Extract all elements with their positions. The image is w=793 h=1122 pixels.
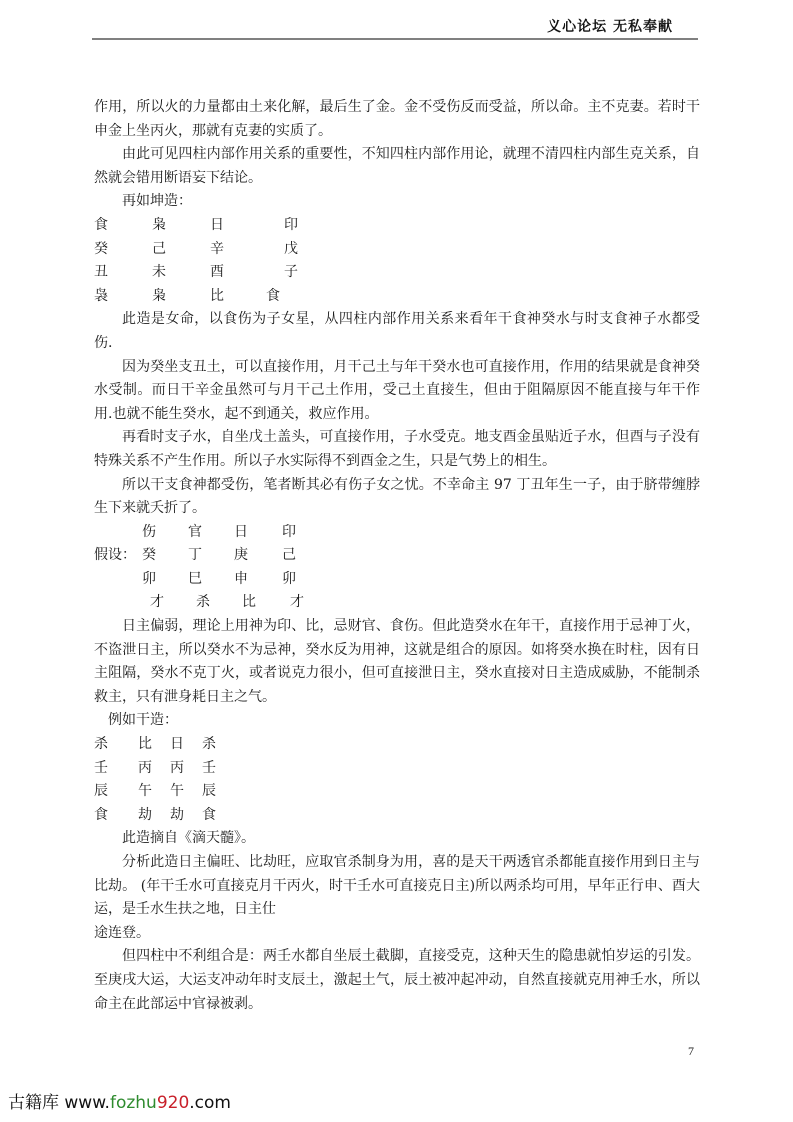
chart-row (94, 285, 700, 309)
paragraph: 此造摘自《滴天髓》。 (122, 830, 255, 847)
paragraph: 分析此造日主偏旺、比劫旺，应取官杀制身为用，喜的是天干两透官杀都能直接作用到日主与比劫。 (年干壬水可直接克月干丙火，时干壬水可直接克日主)所以两杀均可用，早年正行申、酉大运，是壬水生扶之地，日主仕 (94, 854, 700, 918)
chart-cell: 食 (202, 806, 216, 823)
page-number: 7 (688, 1044, 694, 1058)
chart-cell: 杀 (94, 736, 108, 753)
chart-cell: 杀 (202, 736, 216, 753)
watermark (8, 1088, 231, 1113)
chart-cell: 卯 (142, 570, 156, 587)
paragraph: 再看时支子水，自坐戊土盖头，可直接作用，子水受克。地支酉金虽贴近子水，但酉与子没有特殊关系不产生作用。所以子水实际得不到酉金之生，只是气势上的相生。 (94, 429, 700, 469)
chart-cell: 食 (94, 216, 108, 233)
chart-cell: 癸 (142, 547, 156, 564)
chart-cell: 比 (242, 594, 256, 611)
chart-cell: 壬 (94, 759, 108, 776)
paragraph: 因为癸坐支丑土，可以直接作用，月干己土与年干癸水也可直接作用，作用的结果就是食神癸水受制。而日干辛金虽然可与月干己土作用，受己土直接生，但由于阻隔原因不能直接与年干作用.也就不能生癸水，起不到通关，救应作用。 (94, 358, 700, 422)
chart-cell: 壬 (202, 759, 216, 776)
chart-row (94, 804, 700, 828)
chart-cell: 辰 (94, 783, 108, 800)
hypothesis-label: 假设： (94, 547, 136, 564)
paragraph: 所以干支食神都受伤，笔者断其必有伤子女之忧。不幸命主 97 丁丑年生一子，由于脐带缠脖生下来就夭折了。 (94, 476, 700, 517)
chart-cell: 己 (152, 240, 166, 257)
header-title: 义心论坛 无私奉献 (547, 19, 673, 35)
chart-cell: 食 (94, 806, 108, 823)
chart-row (94, 544, 700, 568)
chart-row (94, 238, 700, 262)
chart-row (94, 568, 700, 592)
chart-cell: 劫 (170, 806, 184, 823)
chart-row (94, 757, 700, 781)
chart-row (94, 591, 700, 615)
chart-cell: 官 (188, 523, 202, 540)
chart-cell: 申 (234, 570, 248, 587)
chart-cell: 丙 (170, 759, 184, 776)
chart-cell: 食 (266, 287, 280, 304)
chart-cell: 子 (284, 264, 298, 281)
paragraph: 作用，所以火的力量都由土来化解，最后生了金。金不受伤反而受益，所以命。主不克妻。若时干申金上坐丙火，那就有克妻的实质了。 (94, 99, 700, 139)
chart-cell: 伤 (142, 523, 156, 540)
document-body (94, 96, 700, 1016)
chart-cell: 比 (210, 287, 224, 304)
chart-cell: 卯 (282, 570, 296, 587)
header-rule (92, 38, 698, 40)
chart-cell: 印 (282, 523, 296, 540)
chart-cell: 丙 (138, 759, 152, 776)
chart-cell: 戊 (284, 240, 298, 257)
chart-row (94, 733, 700, 757)
chart-cell: 癸 (94, 240, 108, 257)
chart-cell: 印 (284, 216, 298, 233)
chart-cell: 丁 (188, 547, 202, 564)
chart-cell: 枭 (152, 287, 166, 304)
paragraph: 途连登。 (94, 924, 150, 941)
bazi-chart-hypothesis (94, 521, 700, 615)
paragraph: 此造是女命，以食伤为子女星，从四柱内部作用关系来看年干食神癸水与时支食神子水都受伤. (94, 311, 700, 351)
chart-cell: 才 (290, 594, 304, 611)
chart-row (94, 780, 700, 804)
paragraph: 例如干造： (108, 712, 178, 729)
paragraph: 由此可见四柱内部作用关系的重要性，不知四柱内部作用论，就理不清四柱内部生克关系，自然就会错用断语妄下结论。 (94, 146, 700, 186)
chart-cell: 日 (234, 523, 248, 540)
watermark-prefix: 古籍库 www. (8, 1093, 110, 1113)
chart-cell: 午 (170, 783, 184, 800)
chart-cell: 未 (152, 264, 166, 281)
chart-cell: 辛 (210, 240, 224, 257)
chart-cell: 巳 (188, 570, 202, 587)
paragraph: 但四柱中不利组合是：两壬水都自坐辰土截脚，直接受克，这种天生的隐患就怕岁运的引发。至庚戌大运，大运支冲动年时支辰土，激起土气，辰土被冲起冲动，自然直接就克用神壬水，所以命主在此部运中官禄被剥。 (94, 948, 700, 1012)
chart-row (94, 521, 700, 545)
watermark-suffix: .com (189, 1093, 231, 1113)
chart-cell: 午 (138, 783, 152, 800)
bazi-chart-qian (94, 733, 700, 827)
chart-cell: 比 (138, 736, 152, 753)
watermark-green: fozhu (109, 1093, 157, 1113)
paragraph: 日主偏弱，理论上用神为印、比，忌财官、食伤。但此造癸水在年干，直接作用于忌神丁火，不盗泄日主，所以癸水不为忌神，癸水反为用神，这就是组合的原因。如将癸水换在时柱，因有日主阻隔，癸水不克丁火，或者说克力很小，但可直接泄日主，癸水直接对日主造成威胁，不能制杀救主，只有泄身耗日主之气。 (94, 618, 700, 705)
chart-cell: 日 (170, 736, 184, 753)
paragraph: 再如坤造： (122, 193, 192, 210)
chart-cell: 丑 (94, 264, 108, 281)
chart-cell: 袅 (94, 287, 108, 304)
watermark-red: 920 (156, 1093, 190, 1113)
chart-row (94, 261, 700, 285)
chart-cell: 己 (282, 547, 296, 564)
chart-cell: 杀 (196, 594, 210, 611)
chart-cell: 辰 (202, 783, 216, 800)
chart-cell: 庚 (234, 547, 248, 564)
chart-cell: 才 (150, 594, 164, 611)
chart-cell: 劫 (138, 806, 152, 823)
chart-cell: 枭 (152, 216, 166, 233)
bazi-chart-kun (94, 214, 700, 308)
chart-cell: 日 (210, 216, 224, 233)
chart-row (94, 214, 700, 238)
chart-cell: 酉 (210, 264, 224, 281)
